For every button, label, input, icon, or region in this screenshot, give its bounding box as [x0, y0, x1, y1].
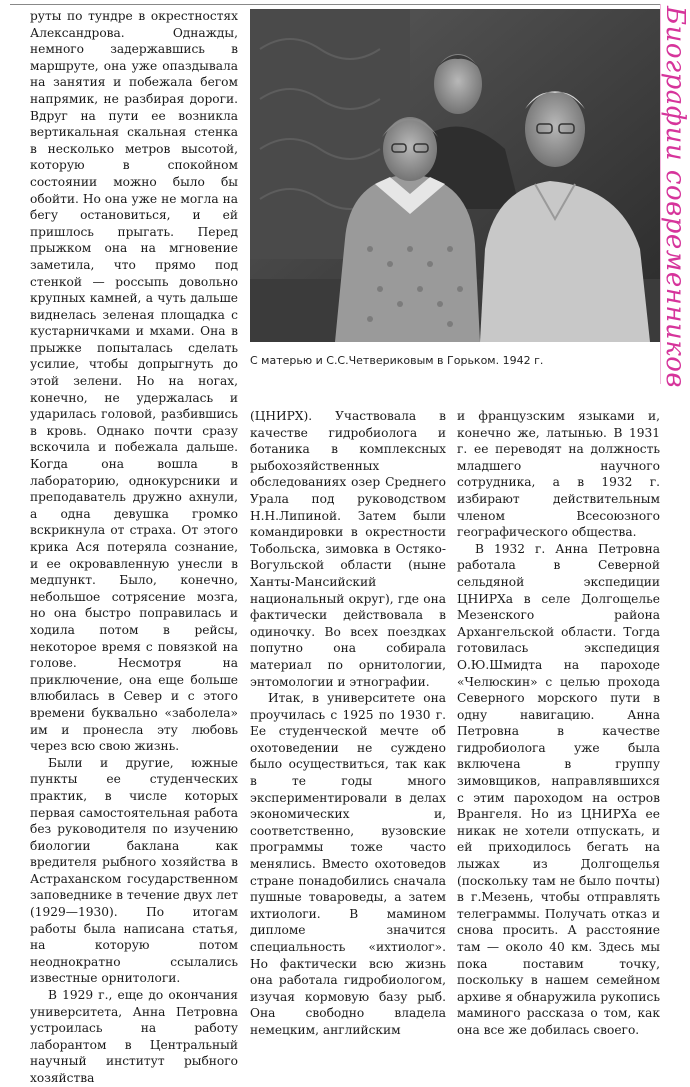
paragraph: и французским языками и, конечно же, латынью. В 1931 г. ее переводят на должность младшего научного сотрудника, а в 1932 г. избирают действительным членом Всесоюзного географического общества. [457, 409, 660, 540]
paragraph: В 1929 г., еще до окончания университета, Анна Петровна устроилась на работу лаборантом в Центральный научный институт рыбного хозяйства [30, 988, 238, 1085]
photo-caption: С матерью и С.С.Четвериковым в Горьком. 1942 г. [250, 354, 544, 367]
photo [250, 9, 660, 342]
section-title [659, 5, 690, 389]
text-column-1 [30, 8, 238, 1085]
paragraph: (ЦНИРХ). Участвовала в качестве гидробиолога и ботаника в комплексных рыбохозяйственных обследованиях озер Среднего Урала под руководством Н.Н.Липиной. Затем были командировки в окрестности Тобольска, зимовка в Остяко-Вогульской области (ныне Ханты-Мансийский национальный округ), где она фактически действовала в одиночку. Во всех поездках попутно она собирала материал по орнитологии, энтомологии и этнографии. [250, 409, 446, 689]
text-column-3 [457, 408, 660, 1037]
top-rule [10, 4, 660, 5]
photo-image [250, 9, 660, 342]
paragraph: В 1932 г. Анна Петровна работала в Северной сельдяной экспедиции ЦНИРХа в селе Долгощелье Мезенского района Архангельской области. Тогда готовилась экспедиция О.Ю.Шмидта на пароходе «Челюскин» с целью прохода Северного морского пути в одну навигацию. Анна Петровна в качестве гидробиолога уже была включена в группу зимовщиков, направлявшихся с этим пароходом на остров Врангеля. Но из ЦНИРХа ее никак не хотели отпускать, и ей приходилось бегать на лыжах из Долгощелья (поскольку там не было почты) в г.Мезень, чтобы отправлять телеграммы. Получать отказ и снова просить. А расстояние там — около 40 км. Здесь мы пока поставим точку, поскольку в нашем семейном архиве я обнаружила рукопись маминого рассказа о том, как она все же добилась своего. [457, 541, 660, 1037]
paragraph: руты по тундре в окрестностях Александрова. Однажды, немного задержавшись в маршруте, она уже опаздывала на занятия и побежала бегом напрямик, не разбирая дороги. Вдруг на пути ее возникла вертикальная скальная стенка в несколько метров высотой, которую в спокойном состоянии можно было бы обойти. Но она уже не могла на бегу остановиться, и ей пришлось прыгать. Перед прыжком она на мгновение заметила, что прямо под стенкой — россыпь довольно крупных камней, а чуть дальше виднелась зеленая площадка с кустарничками и мхами. Она в прыжке попыталась сделать усилие, чтобы допрыгнуть до этой зелени. Но на ногах, конечно, не удержалась и ударилась головой, разбившись в кровь. Однако почти сразу вскочила и побежала дальше. Когда она вошла в лабораторию, однокурсники и преподаватель дружно ахнули, а одна девушка громко вскрикнула от страха. От этого крика Ася потеряла сознание, и ее окровавленную унесли в медпункт. Было, конечно, небольшое сотрясение мозга, но она быстро поправилась и ходила потом в рейсы, некоторое время с повязкой на голове. Несмотря на приключение, она еще больше влюбилась в Север и с этого времени буквально «заболела» им и пронесла эту любовь через всю свою жизнь. [30, 9, 238, 754]
section-title-text: Биографии современников [659, 5, 690, 389]
paragraph: Итак, в университете она проучилась с 1925 по 1930 г. Ее студенческой мечте об охотоведении не суждено было осуществиться, так как в те годы много экспериментировали в делах экономических и, соответственно, вузовские программы тоже часто менялись. Вместо охотоведов стране понадобились сначала пушные товароведы, а затем ихтиологи. В мамином дипломе значится специальность «ихтиолог». Но фактически всю жизнь она работала гидробиологом, изучая кормовую базу рыб. Она свободно владела немецким, английским [250, 691, 446, 1037]
text-column-2 [250, 408, 446, 1037]
paragraph: Были и другие, южные пункты ее студенческих практик, в числе которых первая самостоятельная работа без руководителя по изучению биологии баклана как вредителя рыбного хозяйства в Астраханском государственном заповеднике в течение двух лет (1929—1930). По итогам работы была написана статья, на которую потом неоднократно ссылались известные орнитологи. [30, 755, 238, 986]
